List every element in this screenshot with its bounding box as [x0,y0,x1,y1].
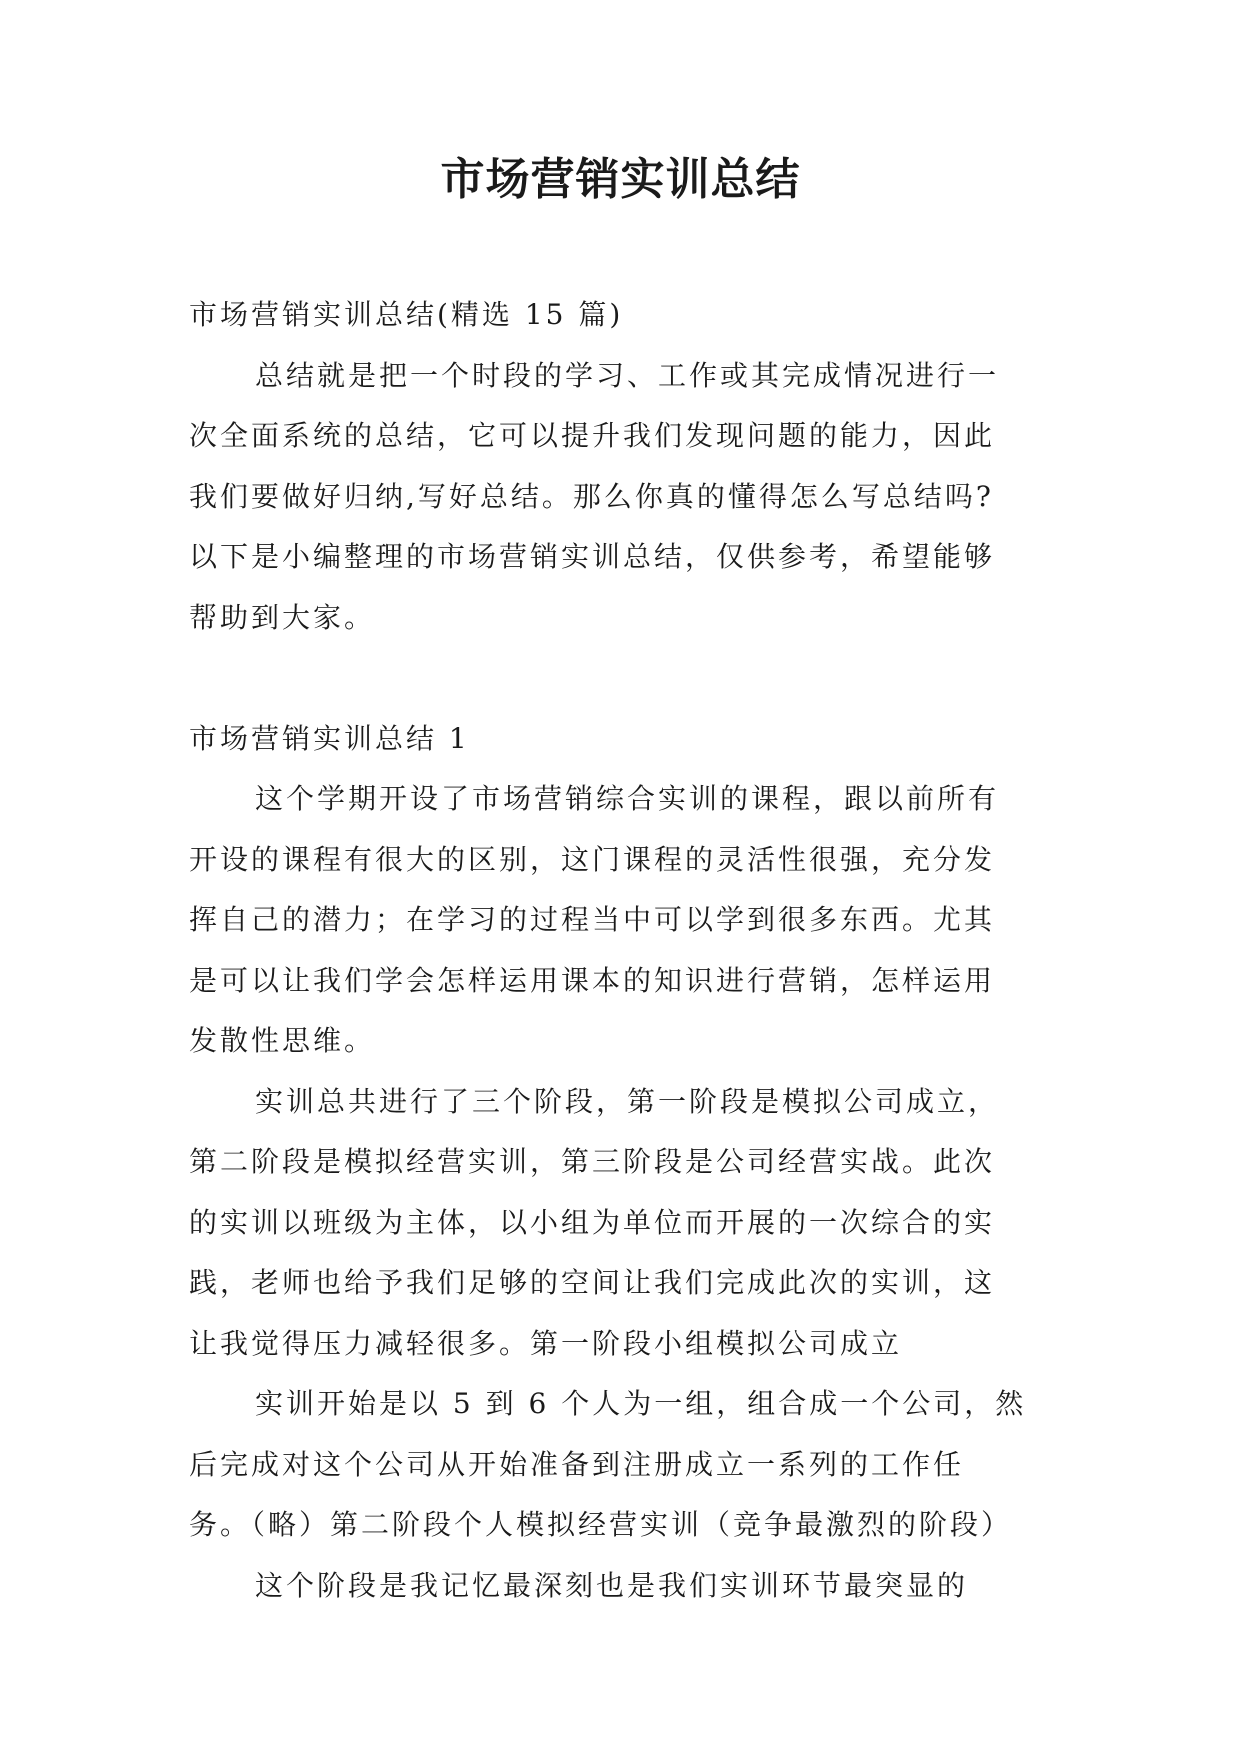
text-line: 我们要做好归纳,写好总结。那么你真的懂得怎么写总结吗? [189,479,994,513]
text-line: 总结就是把一个时段的学习、工作或其完成情况进行一 [255,358,1000,392]
text-line: 让我觉得压力减轻很多。第一阶段小组模拟公司成立 [189,1326,903,1360]
body-paragraph [189,1072,1051,1375]
text-line: 次全面系统的总结，它可以提升我们发现问题的能力，因此 [189,419,996,452]
text-line: 第二阶段是模拟经营实训，第三阶段是公司经营实战。此次 [189,1145,996,1178]
text-line: 的实训以班级为主体，以小组为单位而开展的一次综合的实 [189,1205,996,1239]
text-line: 实训总共进行了三个阶段，第一阶段是模拟公司成立， [255,1084,1000,1118]
body-paragraph [189,1374,1051,1556]
section-heading: 市场营销实训总结 1 [189,721,470,755]
body-paragraph [189,1556,1051,1617]
text-line: 开设的课程有很大的区别，这门课程的灵活性很强，充分发 [189,842,996,876]
text-line: 这个阶段是我记忆最深刻也是我们实训环节最突显的 [255,1568,969,1602]
text-line: 后完成对这个公司从开始准备到注册成立一系列的工作任 [189,1447,965,1481]
document-body [189,285,1051,1616]
paragraph-spacer [189,648,1051,709]
document-subtitle: 市场营销实训总结(精选 15 篇) [189,298,624,331]
text-line: 这个学期开设了市场营销综合实训的课程，跟以前所有 [255,782,1000,815]
text-line: 挥自己的潜力；在学习的过程当中可以学到很多东西。尤其 [189,903,996,936]
body-paragraph [189,769,1051,1072]
text-line: 帮助到大家。 [189,600,376,634]
document-title: 市场营销实训总结 [440,154,801,205]
intro-paragraph [189,346,1051,649]
text-line: 践，老师也给予我们足够的空间让我们完成此次的实训，这 [189,1266,996,1299]
text-line: 实训开始是以 5 到 6 个人为一组，组合成一个公司，然 [255,1387,1027,1420]
text-line: 务。（略）第二阶段个人模拟经营实训（竞争最激烈的阶段） [189,1508,1013,1541]
text-line: 是可以让我们学会怎样运用课本的知识进行营销，怎样运用 [189,963,996,997]
text-line: 发散性思维。 [189,1024,376,1057]
text-line: 以下是小编整理的市场营销实训总结，仅供参考，希望能够 [189,540,996,573]
